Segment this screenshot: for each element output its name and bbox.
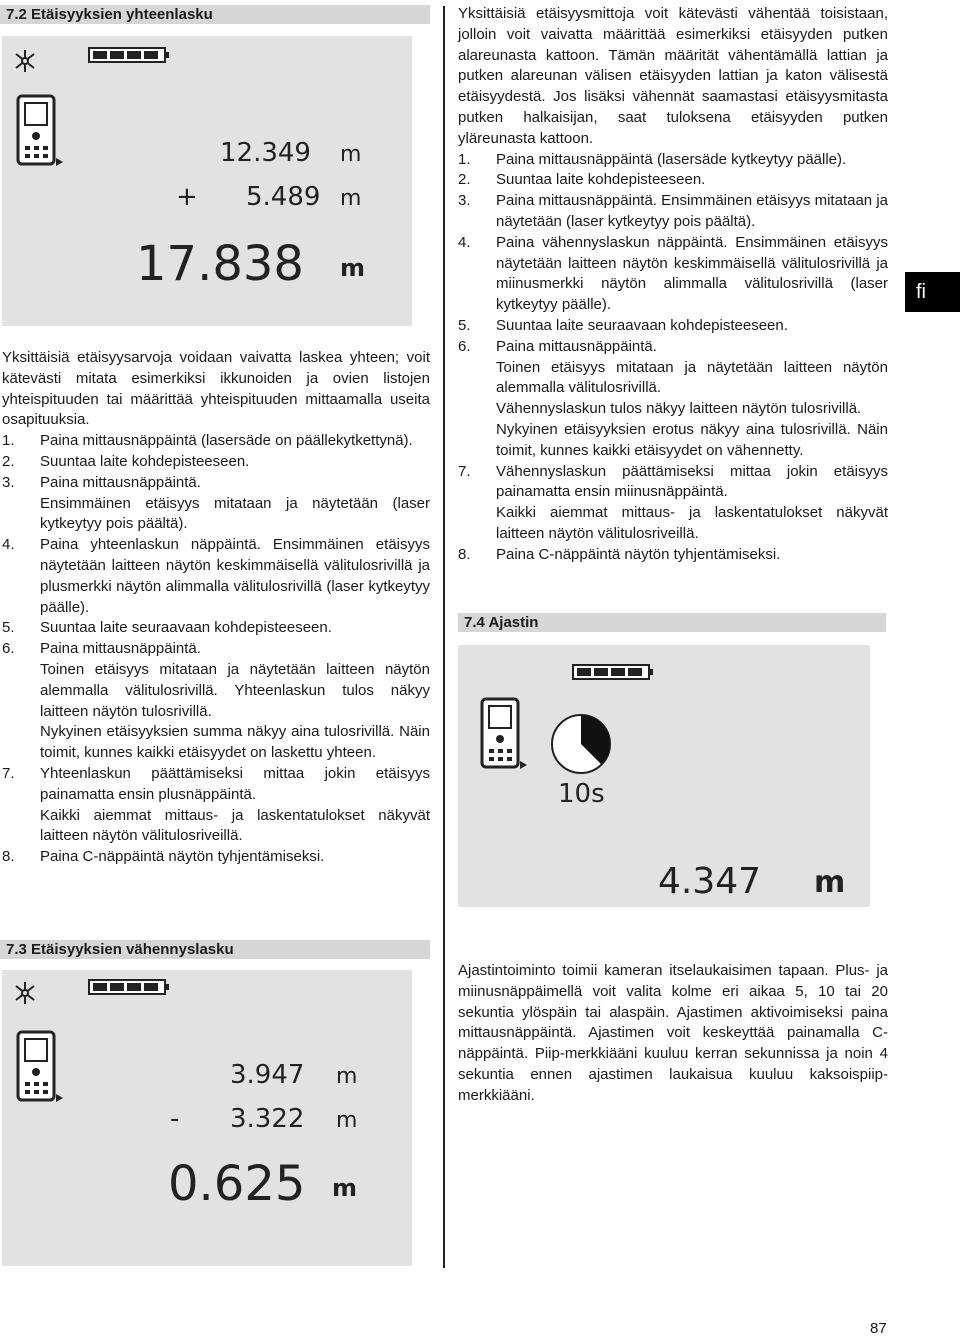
device-reference-icon bbox=[16, 1030, 64, 1104]
display-timer bbox=[458, 645, 870, 907]
step-text: Paina mittausnäppäintä. bbox=[40, 640, 201, 658]
step-item bbox=[2, 847, 430, 868]
step-text: Paina mittausnäppäintä (lasersäde kytkeytyy päälle). bbox=[496, 150, 847, 168]
step-text: Nykyinen etäisyyksien erotus näkyy aina tulosrivillä. Näin toimit, kunnes kaikki etäisyydet on vähennetty. bbox=[496, 420, 888, 459]
timer-seconds: 10s bbox=[558, 779, 605, 809]
column-divider bbox=[443, 6, 445, 1268]
step-number: 3. bbox=[2, 473, 15, 491]
step-text: Paina yhteenlaskun näppäintä. Ensimmäinen etäisyys näytetään laitteen näytön keskimmäisellä välitulosrivillä ja plusmerkki näytön alimmalla välitulosrivillä (laser kytkeytyy päälle). bbox=[40, 536, 430, 616]
step-item bbox=[2, 535, 430, 618]
battery-icon bbox=[572, 663, 654, 681]
section-title-7-2: 7.2 Etäisyyksien yhteenlasku bbox=[0, 5, 430, 24]
step-text: Paina mittausnäppäintä. bbox=[40, 473, 201, 491]
section-7-2-intro: Yksittäisiä etäisyysarvoja voidaan vaivatta laskea yhteen; voit kätevästi mitata esimerkiksi ikkunoiden ja ovien listojen yhteispituuden tai määrittää yhteispituuden mittaamalla useita osapituuksia. bbox=[2, 349, 430, 429]
step-number: 7. bbox=[458, 462, 471, 480]
device-reference-icon bbox=[480, 697, 528, 771]
battery-icon bbox=[88, 46, 170, 64]
step-text: Yhteenlaskun päättämiseksi mittaa jokin etäisyys painamatta ensin plusnäppäintä. bbox=[40, 764, 430, 803]
step-number: 8. bbox=[2, 848, 15, 866]
section-7-2-body bbox=[2, 348, 430, 868]
section-7-3-body bbox=[458, 4, 888, 566]
device-reference-icon bbox=[16, 94, 64, 168]
step-item bbox=[458, 233, 888, 316]
step-number: 7. bbox=[2, 764, 15, 782]
laser-icon bbox=[14, 50, 36, 72]
step-text: Paina mittausnäppäintä. Ensimmäinen etäisyys mitataan ja näytetään (laser kytkeytyy pois päältä). bbox=[496, 192, 888, 230]
step-item bbox=[458, 191, 888, 233]
step-text: Ensimmäinen etäisyys mitataan ja näytetään (laser kytkeytyy pois päältä). bbox=[40, 494, 430, 533]
step-number: 3. bbox=[458, 192, 471, 210]
step-item bbox=[2, 473, 430, 535]
display-value-1: 12.349 bbox=[220, 138, 311, 168]
language-tab: fi bbox=[905, 272, 960, 312]
step-item bbox=[458, 150, 888, 171]
step-text: Suuntaa laite kohdepisteeseen. bbox=[40, 452, 250, 470]
display-value-1: 3.947 bbox=[230, 1060, 305, 1090]
display-unit-2: m bbox=[336, 1108, 358, 1133]
step-item bbox=[458, 170, 888, 191]
step-item bbox=[2, 639, 430, 764]
page-number: 87 bbox=[870, 1320, 887, 1337]
step-text: Paina mittausnäppäintä (lasersäde on päällekytkettynä). bbox=[40, 432, 413, 450]
step-text: Paina vähennyslaskun näppäintä. Ensimmäinen etäisyys näytetään laitteen näytön keskimmäisellä välitulosrivillä ja miinusmerkki näytön alimmalla välitulosrivillä (laser kytkeytyy päälle). bbox=[496, 233, 888, 314]
step-text: Vähennyslaskun päättämiseksi mittaa jokin etäisyys painamatta ensin miinusnäppäintä. bbox=[496, 462, 888, 501]
timer-clock-icon bbox=[550, 713, 612, 775]
step-text: Toinen etäisyys mitataan ja näytetään laitteen näytön alemmalla välitulosrivillä. Yhteenlaskun tulos näkyy laitteen näytön tulosrivillä. bbox=[40, 660, 430, 720]
laser-icon bbox=[14, 982, 36, 1004]
step-text: Suuntaa laite seuraavaan kohdepisteeseen. bbox=[496, 316, 788, 334]
display-operator: + bbox=[176, 182, 198, 212]
step-number: 2. bbox=[458, 171, 471, 189]
display-addition bbox=[2, 36, 412, 326]
display-operator: - bbox=[170, 1104, 180, 1134]
section-title-7-4: 7.4 Ajastin bbox=[458, 613, 886, 632]
display-subtraction bbox=[2, 970, 412, 1266]
step-item bbox=[2, 764, 430, 847]
step-item bbox=[2, 431, 430, 452]
display-result: 0.625 bbox=[168, 1156, 306, 1212]
step-text: Paina mittausnäppäintä. bbox=[496, 337, 657, 355]
step-text: Paina C-näppäintä näytön tyhjentämiseksi. bbox=[496, 545, 781, 563]
steps-7-2 bbox=[2, 431, 430, 868]
step-item bbox=[458, 462, 888, 545]
step-number: 2. bbox=[2, 452, 15, 470]
step-number: 1. bbox=[458, 150, 471, 168]
step-text: Suuntaa laite kohdepisteeseen. bbox=[496, 171, 706, 189]
step-item bbox=[458, 337, 888, 462]
step-number: 6. bbox=[458, 337, 471, 355]
step-text: Suuntaa laite seuraavaan kohdepisteeseen. bbox=[40, 619, 332, 637]
step-text: Kaikki aiemmat mittaus- ja laskentatulokset näkyvät laitteen näytön välitulosriveillä. bbox=[496, 504, 888, 542]
step-text: Nykyinen etäisyyksien summa näkyy aina tulosrivillä. Näin toimit, kunnes kaikki etäisyydet on laskettu yhteen. bbox=[40, 723, 430, 762]
step-text: Kaikki aiemmat mittaus- ja laskentatulokset näkyvät laitteen näytön välitulosriveillä. bbox=[40, 806, 430, 845]
step-number: 8. bbox=[458, 545, 471, 563]
display-value-2: 5.489 bbox=[246, 182, 321, 212]
section-title-7-3: 7.3 Etäisyyksien vähennyslasku bbox=[0, 940, 430, 959]
display-unit-1: m bbox=[340, 142, 362, 167]
display-value-2: 3.322 bbox=[230, 1104, 305, 1134]
step-item bbox=[458, 545, 888, 566]
section-7-4-body bbox=[458, 961, 888, 1107]
steps-7-3 bbox=[458, 150, 888, 566]
step-number: 4. bbox=[458, 233, 471, 251]
battery-icon bbox=[88, 978, 170, 996]
display-result-unit: m bbox=[332, 1174, 358, 1202]
step-number: 5. bbox=[458, 316, 471, 334]
section-7-4-text: Ajastintoiminto toimii kameran itselaukaisimen tapaan. Plus- ja miinusnäppäimellä voit valita kolme eri aikaa 5, 10 tai 20 sekuntia ylöspäin tai alaspäin. Ajastimen aktivoimiseksi paina mittausnäppäintä. Ajastimen voit keskeyttää painamalla C-näppäintä. Piip-merkkiääni kuuluu kerran sekunnissa ja noin 4 sekuntia ennen ajastimen laukaisua kuuluu kaksoispiip-merkkiääni. bbox=[458, 962, 888, 1104]
step-text: Toinen etäisyys mitataan ja näytetään laitteen näytön alemmalla välitulosrivillä. bbox=[496, 358, 888, 397]
step-number: 5. bbox=[2, 619, 15, 637]
display-unit-2: m bbox=[340, 186, 362, 211]
step-text: Paina C-näppäintä näytön tyhjentämiseksi. bbox=[40, 848, 325, 866]
display-result: 4.347 bbox=[658, 861, 762, 902]
display-unit-1: m bbox=[336, 1064, 358, 1089]
step-number: 1. bbox=[2, 432, 15, 450]
step-item bbox=[2, 618, 430, 639]
display-result: 17.838 bbox=[136, 236, 304, 292]
step-item bbox=[2, 452, 430, 473]
section-7-3-intro: Yksittäisiä etäisyysmittoja voit kätevästi vähentää toisistaan, jolloin voit vaivatta määrittää esimerkiksi etäisyyden putken alareunasta kattoon. Tämän määrität vähentämällä lattian ja putken alareunan välisen etäisyyden lattian ja katon välisestä etäisyydestä. Jos lisäksi vähennät saamastasi etäisyysmitasta putken halkaisijan, saat tuloksena etäisyyden putken yläreunasta kattoon. bbox=[458, 5, 888, 147]
step-number: 4. bbox=[2, 536, 15, 554]
display-result-unit: m bbox=[814, 865, 846, 900]
step-number: 6. bbox=[2, 640, 15, 658]
step-text: Vähennyslaskun tulos näkyy laitteen näytön tulosrivillä. bbox=[496, 400, 862, 418]
display-result-unit: m bbox=[340, 254, 366, 282]
step-item bbox=[458, 316, 888, 337]
